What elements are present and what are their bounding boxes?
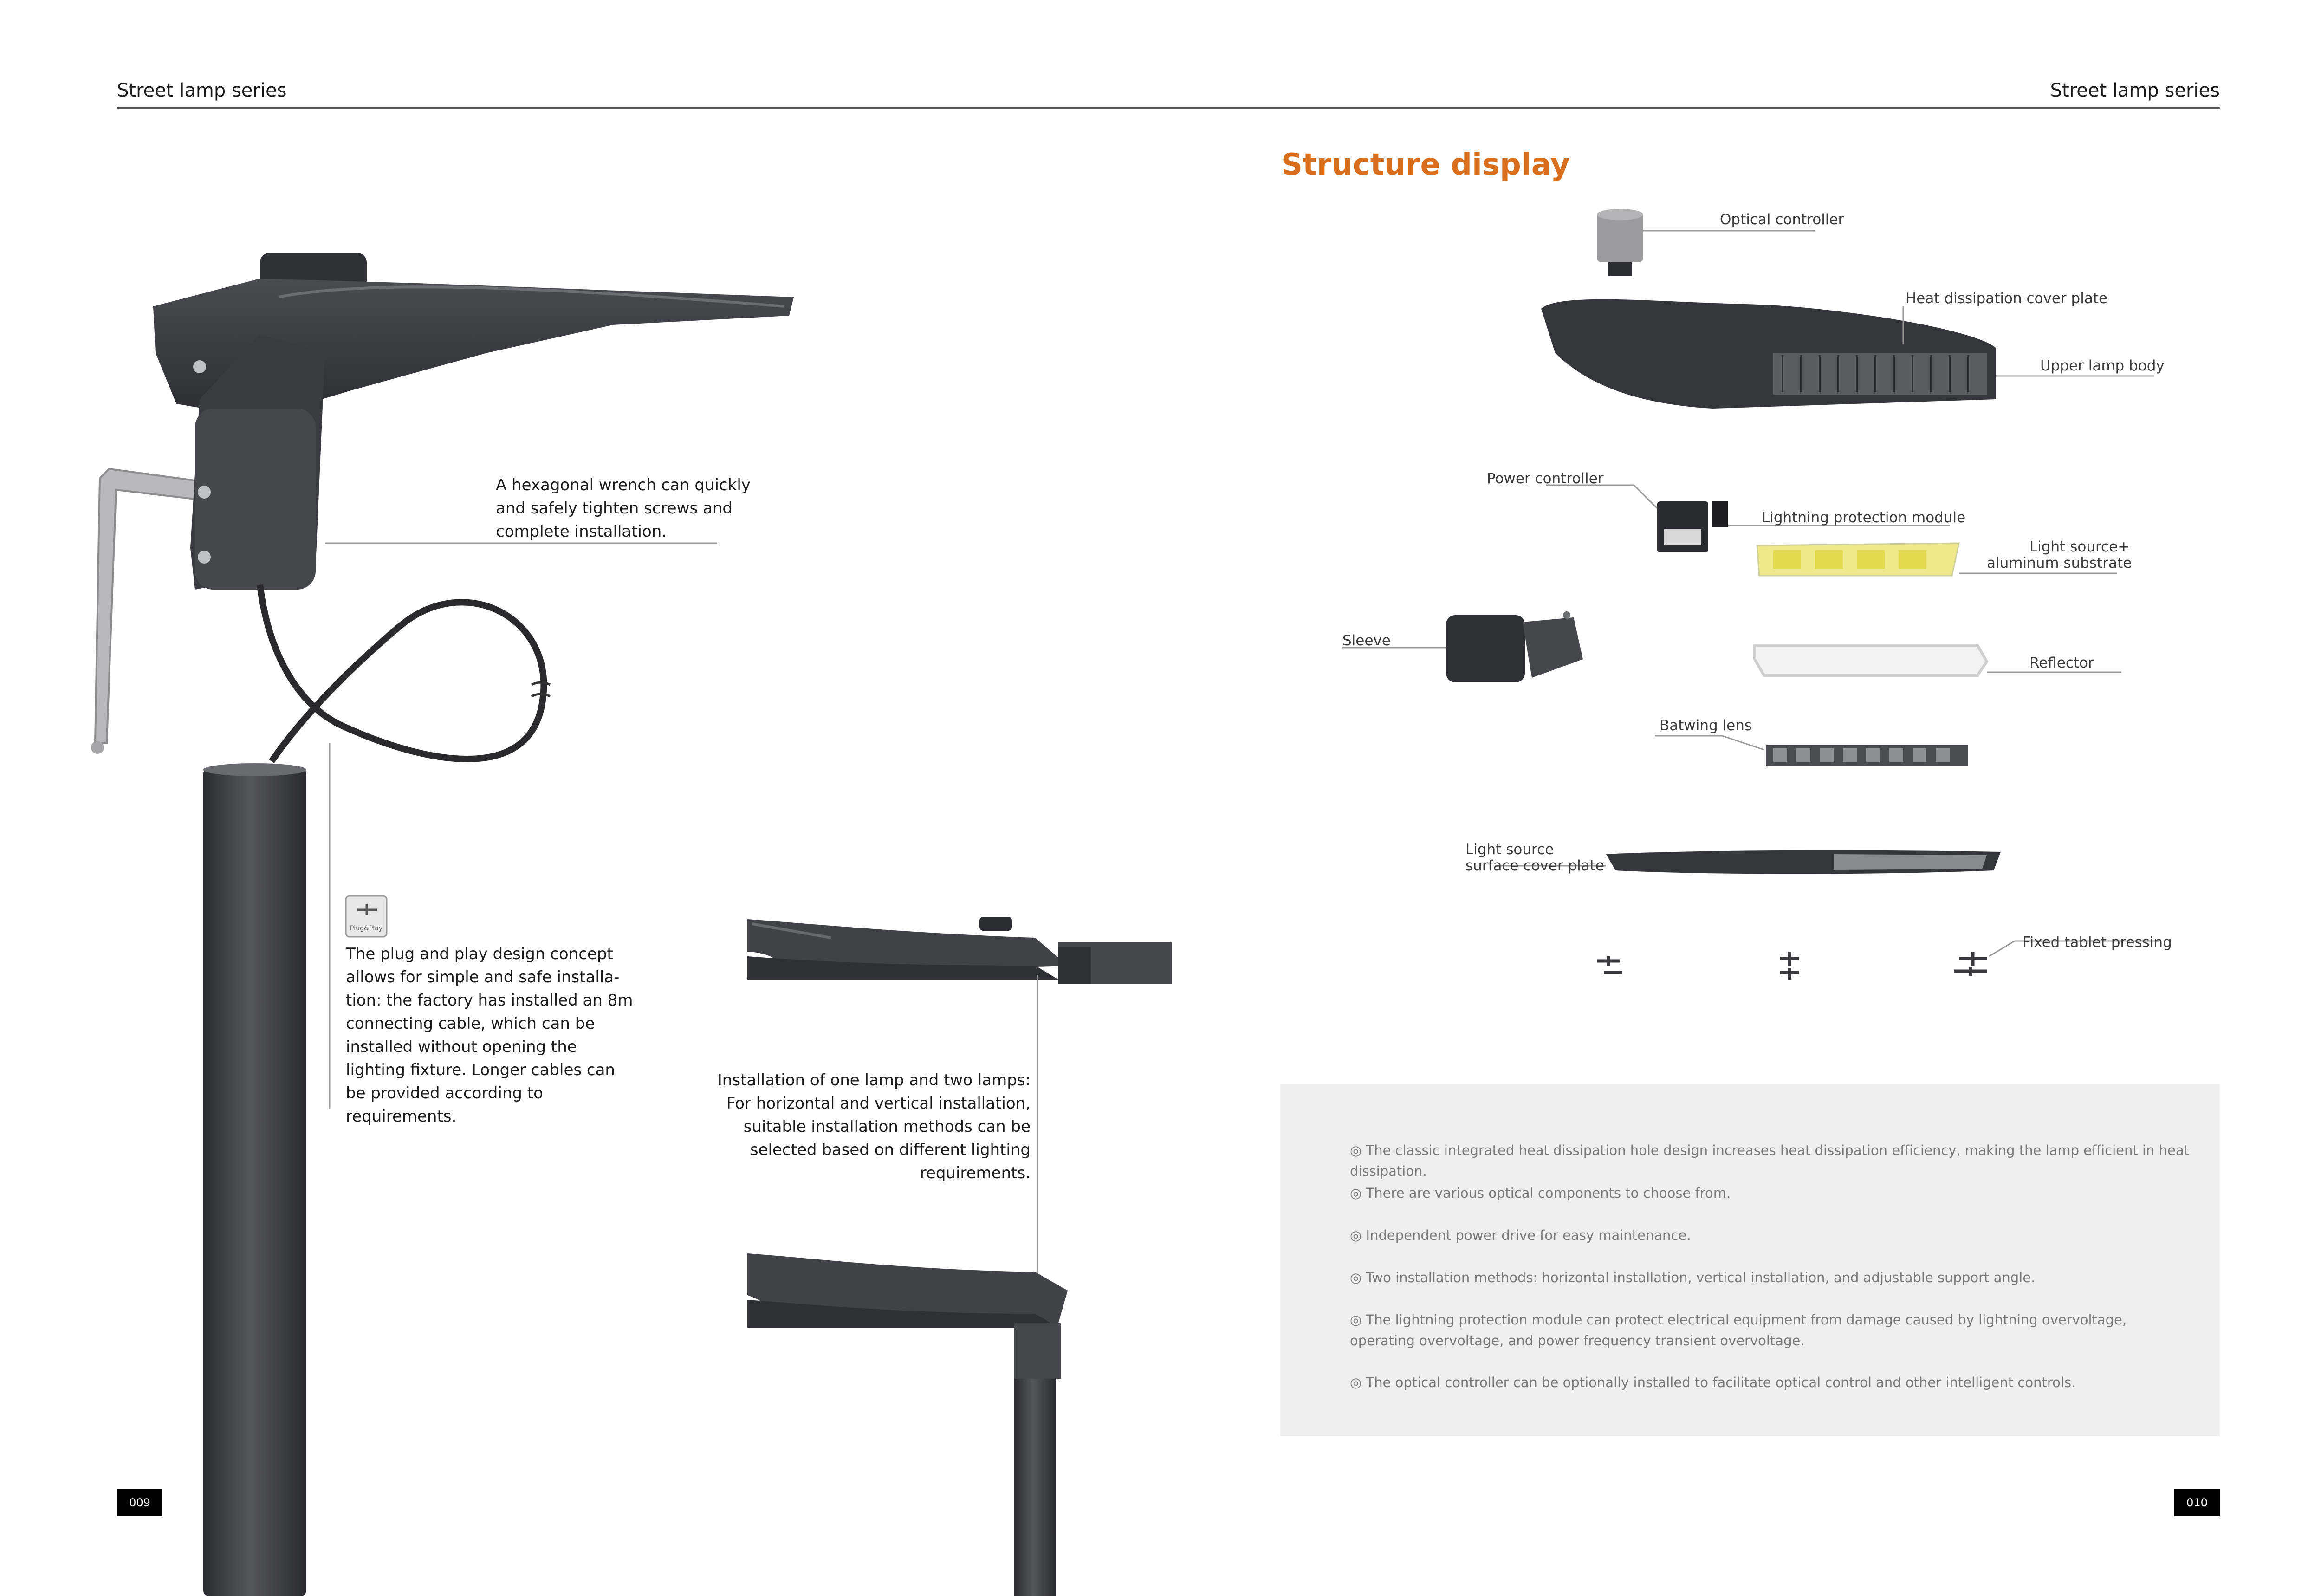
installation-note-title: Installation of one lamp and two lamps: bbox=[717, 1071, 1031, 1090]
feature-item: ◎ There are various optical components to choose from. bbox=[1350, 1185, 1731, 1201]
label-reflector: Reflector bbox=[2029, 655, 2094, 671]
left-page-number: 009 bbox=[117, 1489, 162, 1516]
feature-item: ◎ Independent power drive for easy maintenance. bbox=[1350, 1227, 1691, 1243]
feature-item: ◎ The classic integrated heat dissipation hole design increases heat dissipation efficiency, making the lamp efficient in heat dissipation. bbox=[1350, 1142, 2189, 1179]
connecting-cable bbox=[260, 585, 544, 761]
left-running-header: Street lamp series bbox=[117, 80, 287, 101]
label-lightning-protection-module: Lightning protection module bbox=[1762, 509, 1966, 526]
label-fixed-tablet-pressing: Fixed tablet pressing bbox=[2023, 934, 2172, 951]
right-page-number: 010 bbox=[2174, 1489, 2220, 1516]
horizontal-dual-lamp bbox=[747, 917, 1172, 984]
upper-lamp-body-part bbox=[1541, 299, 2154, 409]
label-upper-lamp-body: Upper lamp body bbox=[2040, 357, 2165, 374]
label-heat-dissipation-cover: Heat dissipation cover plate bbox=[1906, 290, 2108, 307]
lamp-pole bbox=[203, 768, 306, 1596]
installation-note-body: For horizontal and vertical installation, suitable installation methods can be selected based on different lighting requirements. bbox=[726, 1094, 1031, 1182]
section-title: Structure display bbox=[1281, 148, 1570, 182]
plug-and-play-note: The plug and play design concept allows for simple and safe installa-tion: the factory has installed an 8m connecting cable, which can be installed without opening the lighting fixture. Longer cables can be provided according to requirements. bbox=[346, 945, 633, 1126]
label-sleeve: Sleeve bbox=[1342, 632, 1391, 649]
batwing-lens-part bbox=[1655, 736, 1968, 766]
label-surface-cover-line1: Light source bbox=[1465, 841, 1554, 858]
feature-list-box bbox=[1280, 1084, 2220, 1436]
label-light-source-line2: aluminum substrate bbox=[1987, 555, 2132, 571]
right-running-header: Street lamp series bbox=[2050, 80, 2220, 101]
label-batwing-lens: Batwing lens bbox=[1660, 717, 1752, 734]
label-optical-controller: Optical controller bbox=[1720, 211, 1844, 228]
feature-item: ◎ The optical controller can be optionally installed to facilitate optical control and other intelligent controls. bbox=[1350, 1375, 2076, 1390]
feature-item: ◎ Two installation methods: horizontal installation, vertical installation, and adjustable support angle. bbox=[1350, 1270, 2036, 1285]
label-surface-cover-line2: surface cover plate bbox=[1465, 857, 1604, 874]
feature-item: ◎ The lightning protection module can protect electrical equipment from damage caused by lightning overvoltage, operating overvoltage, and power frequency transient overvoltage. bbox=[1350, 1312, 2127, 1349]
plug-and-play-icon bbox=[346, 896, 387, 937]
wrench-note: A hexagonal wrench can quickly and safely tighten screws and complete installation. bbox=[496, 476, 751, 541]
label-power-controller: Power controller bbox=[1487, 470, 1604, 487]
hex-wrench bbox=[91, 469, 195, 754]
exploded-structure-diagram bbox=[1188, 176, 2321, 1012]
vertical-dual-lamp bbox=[747, 1253, 1068, 1596]
label-light-source-line1: Light source+ bbox=[2029, 538, 2130, 555]
svg-text:Plug&Play: Plug&Play bbox=[350, 925, 383, 932]
